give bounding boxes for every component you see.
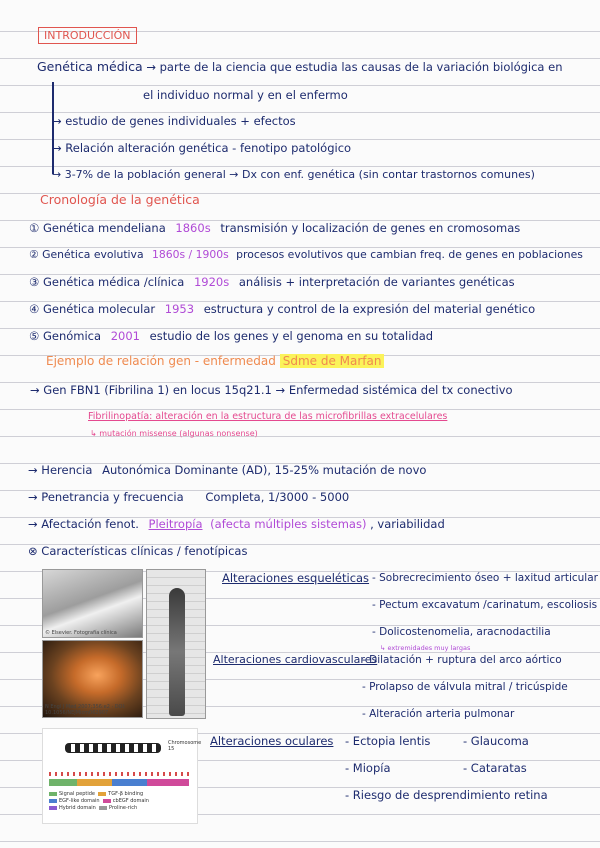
esqueleticas-item-2: - Pectum excavatum /carinatum, escoliosis [372,599,598,611]
afectacion-label: → Afectación fenot. [28,517,139,531]
fibrilinopatia-text: Fibrilinopatía: alteración en la estructura de las microfibrillas extracelulares [88,411,448,422]
body-height-photo [146,569,206,719]
item-name: Genómica [42,329,102,343]
pic1-caption: © Elsevier. Fotografía clínica [45,630,117,636]
legend-item: Signal peptide [59,791,95,797]
penetrancia-value: Completa, 1/3000 - 5000 [205,490,350,504]
highlight-marfan: Sdme de Marfan [280,354,385,368]
afectacion-line [28,516,445,532]
person-silhouette [169,588,185,716]
penetrancia-line [28,489,349,505]
legend-item: TGF-β binding [108,791,144,797]
item-year: 1953 [164,302,195,316]
item-desc: estudio de los genes y el genoma en su totalidad [149,329,434,343]
intro-line-2: el individuo normal y en el enfermo [143,88,348,102]
fibrilinopatia-note [88,409,447,425]
caracteristicas-title: ⊗ Características clínicas / fenotípicas [28,544,248,558]
oculares-item-miopia: - Miopía [345,761,391,775]
mutacion-note: ↳ mutación missense (algunas nonsense) [90,429,258,438]
penetrancia-label: → Penetrancia y frecuencia [28,490,184,504]
esqueleticas-item-1: - Sobrecrecimiento óseo + laxitud articular [372,572,598,584]
chromosome-diagram [42,728,202,824]
item-name: Genética evolutiva [42,248,144,261]
item-number: ② [29,248,39,261]
legend-item: cbEGF domain [112,798,149,804]
herencia-value: Autonómica Dominante (AD), 15-25% mutación de novo [102,463,427,477]
hands-photo [42,569,143,638]
item-number: ⑤ [29,329,40,343]
ejemplo-title: Ejemplo de relación gen - enfermedad [46,354,276,368]
cronologia-item-2 [29,247,583,263]
item-year: 1860s [175,221,211,235]
item-year: 1860s / 1900s [152,248,229,261]
esqueleticas-label-line [222,570,369,586]
chromosome-label: Chromosome 15 [168,740,202,752]
intro-bullet-3: → 3-7% de la población general → Dx con enf. genética (sin contar trastornos comunes) [52,168,535,181]
item-desc: estructura y control de la expresión del material genético [203,302,536,316]
variabilidad: , variabilidad [370,517,445,531]
chromosome-bar [65,743,161,753]
oculares-label: Alteraciones oculares [210,734,334,748]
mutation-marks [49,772,189,776]
pic2-caption: N Engl J Med 2007;356:e2 · DOI: 10.1056/NEJMicm062907 [45,704,126,716]
legend-item: EGF-like domain [59,798,100,804]
pleitropia: Pleitropía [148,517,203,531]
gen-line: → Gen FBN1 (Fibrilina 1) en locus 15q21.1 → Enfermedad sistémica del tx conectivo [30,383,513,397]
ejemplo-line [46,353,384,369]
intro-definition: → parte de la ciencia que estudia las causas de la variación biológica en [146,60,563,74]
item-year: 2001 [110,329,140,343]
cronologia-item-3 [29,274,515,290]
oculares-label-line [210,733,333,749]
legend-item: Hybrid domain [59,805,96,811]
oculares-item-cataratas: - Cataratas [463,761,527,775]
item-desc: análisis + interpretación de variantes genéticas [238,275,515,289]
cardio-item-3: - Alteración arteria pulmonar [362,708,515,720]
item-number: ④ [29,302,40,316]
esqueleticas-item-3: - Dolicostenomelia, aracnodactilia [372,626,551,638]
oculares-item-glaucoma: - Glaucoma [463,734,529,748]
herencia-label: → Herencia [28,463,93,477]
protein-domains-bar [49,779,189,786]
cronologia-item-5 [29,328,433,344]
cardio-label: Alteraciones cardiovasculares [213,653,378,666]
item-desc: procesos evolutivos que cambian freq. de genes en poblaciones [236,248,583,261]
page-title-box [38,27,137,44]
intro-term: Genética médica [37,59,143,74]
cardio-item-2: - Prolapso de válvula mitral / tricúspide [362,681,568,693]
cronologia-title: Cronología de la genética [40,192,200,207]
cronologia-item-1 [29,220,520,236]
esqueleticas-label: Alteraciones esqueléticas [222,571,370,585]
pleitropia-paren: (afecta múltiples sistemas) [210,517,367,531]
eye-photo [42,640,143,718]
item-number: ① [29,221,40,235]
page-title: INTRODUCCIÓN [38,27,137,44]
oculares-item-riesgo: - Riesgo de desprendimiento retina [345,788,548,802]
domain-legend [49,791,149,812]
intro-bullet-2: → Relación alteración genética - fenotipo patológico [52,141,352,155]
cardio-item-1: - Dilatación + ruptura del arco aórtico [362,654,562,666]
item-name: Genética médica /clínica [42,275,185,289]
cardio-label-line [213,652,377,668]
intro-line-1 [37,59,563,75]
item-desc: transmisión y localización de genes en cromosomas [220,221,521,235]
esqueleticas-note: ↳ extremidades muy largas [380,644,471,652]
item-number: ③ [29,275,40,289]
herencia-line [28,462,426,478]
item-year: 1920s [193,275,230,289]
cronologia-item-4 [29,301,535,317]
oculares-item-ectopia: - Ectopia lentis [345,734,431,748]
legend-item: Proline-rich [109,805,138,811]
item-name: Genética mendeliana [42,221,166,235]
intro-bullet-1: → estudio de genes individuales + efectos [52,114,296,128]
item-name: Genética molecular [42,302,156,316]
